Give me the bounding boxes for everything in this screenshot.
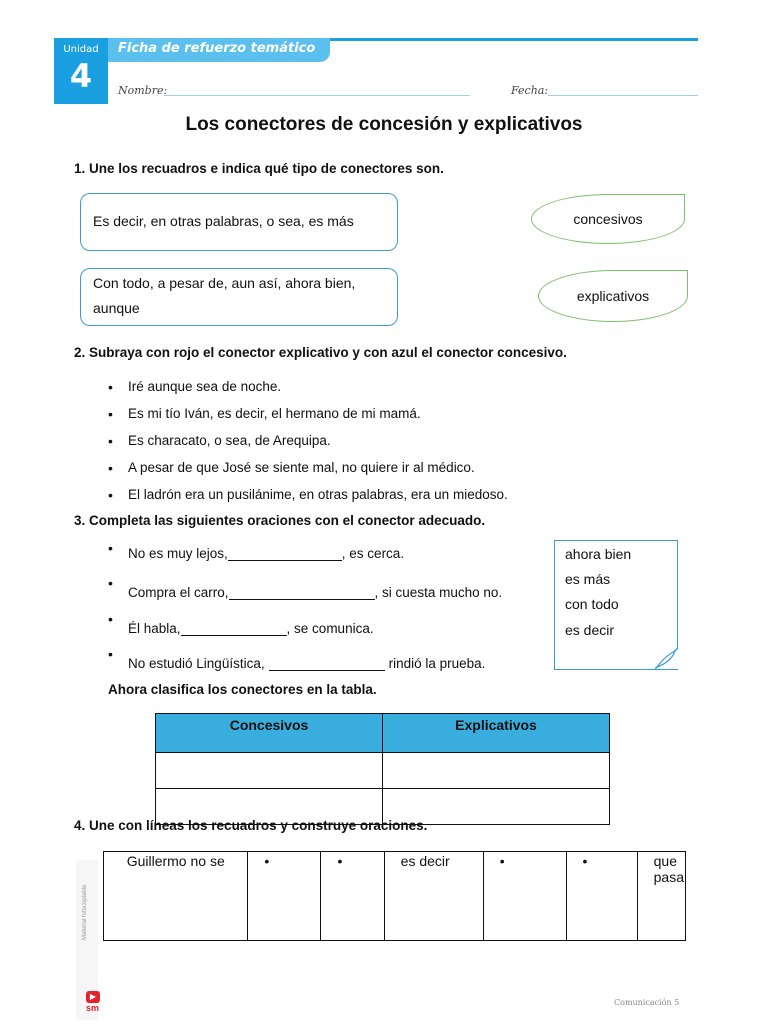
classify-instruction: Ahora clasifica los conectores en la tabla.: [108, 682, 377, 697]
lines-cell[interactable]: es decir: [384, 852, 483, 941]
q2-item: • Es mi tío Iván, es decir, el hermano de mi mamá.: [128, 406, 421, 421]
word-bank: [554, 540, 678, 670]
q2-item: • A pesar de que José se siente mal, no quiere ir al médico.: [128, 460, 475, 475]
q3-s1-end: , es cerca.: [341, 546, 405, 561]
q1-box-explicativos[interactable]: Es decir, en otras palabras, o sea, es más: [80, 193, 398, 251]
sm-logo-text: sm: [86, 1003, 100, 1013]
q3-s2-start: Compra el carro,: [128, 585, 229, 600]
q4-prompt: 4. Une con líneas los recuadros y construye oraciones.: [74, 818, 428, 833]
q3-sentence-3: [128, 611, 374, 636]
lines-table: [103, 851, 686, 941]
q3-sentence-2: [128, 575, 502, 600]
q3-s1-start: No es muy lejos,: [128, 546, 228, 561]
q3-s4-end: rindió la prueba.: [388, 656, 486, 671]
sm-logo-icon: ▶: [86, 991, 100, 1003]
q3-blank-3[interactable]: [181, 611, 287, 636]
q3-sentence-4: [128, 646, 485, 671]
lines-cell[interactable]: Guillermo no se: [104, 852, 248, 941]
q1-oval-explicativos[interactable]: explicativos: [538, 270, 688, 322]
page-footer: Comunicación 5: [614, 998, 680, 1007]
q3-s3-end: , se comunica.: [286, 621, 374, 636]
q2-prompt: 2. Subraya con rojo el conector explicativo y con azul el conector concesivo.: [74, 345, 567, 360]
q2-item: • El ladrón era un pusilánime, en otras palabras, era un miedoso.: [128, 487, 508, 502]
q2-item: • Iré aunque sea de noche.: [128, 379, 281, 394]
unit-number: 4: [69, 57, 93, 95]
copyright-vertical-text: Material fotocopiable: [82, 884, 88, 940]
unit-label: Unidad: [63, 44, 99, 55]
table-cell[interactable]: [156, 753, 383, 789]
q3-blank-2[interactable]: [229, 575, 375, 600]
date-label: Fecha:: [511, 84, 549, 97]
q3-sentence-1: [128, 540, 404, 561]
col-header-explicativos: Explicativos: [383, 714, 610, 753]
q3-blank-1[interactable]: [228, 540, 342, 561]
lines-cell[interactable]: •: [566, 852, 637, 941]
table-cell[interactable]: [383, 753, 610, 789]
q2-item: • Es characato, o sea, de Arequipa.: [128, 433, 331, 448]
q3-s4-start: No estudió Lingüística,: [128, 656, 265, 671]
q3-s3-start: Él habla,: [128, 621, 181, 636]
page-curl-icon: [655, 648, 679, 670]
q3-s2-end: , si cuesta mucho no.: [374, 585, 503, 600]
name-field[interactable]: [164, 95, 470, 96]
lines-cell[interactable]: •: [248, 852, 321, 941]
lines-cell[interactable]: que pasa: [637, 852, 685, 941]
q1-prompt: 1. Une los recuadros e indica qué tipo de conectores son.: [74, 161, 444, 176]
ficha-title: Ficha de refuerzo temático: [118, 41, 316, 56]
page-title: Los conectores de concesión y explicativos: [185, 114, 583, 135]
q3-prompt: 3. Completa las siguientes oraciones con el conector adecuado.: [74, 513, 486, 528]
word-bank-item: es decir: [565, 622, 615, 638]
q1-box-concesivos[interactable]: Con todo, a pesar de, aun así, ahora bien, aunque: [80, 268, 398, 326]
lines-cell[interactable]: •: [321, 852, 384, 941]
q3-blank-4[interactable]: [269, 646, 385, 671]
word-bank-item: es más: [565, 571, 611, 587]
word-bank-item: ahora bien: [565, 546, 632, 562]
col-header-concesivos: Concesivos: [156, 714, 383, 753]
q1-oval-concesivos[interactable]: concesivos: [531, 194, 685, 244]
classify-table: [155, 713, 610, 825]
unit-badge: [54, 38, 108, 104]
lines-cell[interactable]: •: [483, 852, 566, 941]
word-bank-item: con todo: [565, 596, 619, 612]
date-field[interactable]: [548, 95, 698, 96]
name-label: Nombre:: [118, 84, 168, 97]
